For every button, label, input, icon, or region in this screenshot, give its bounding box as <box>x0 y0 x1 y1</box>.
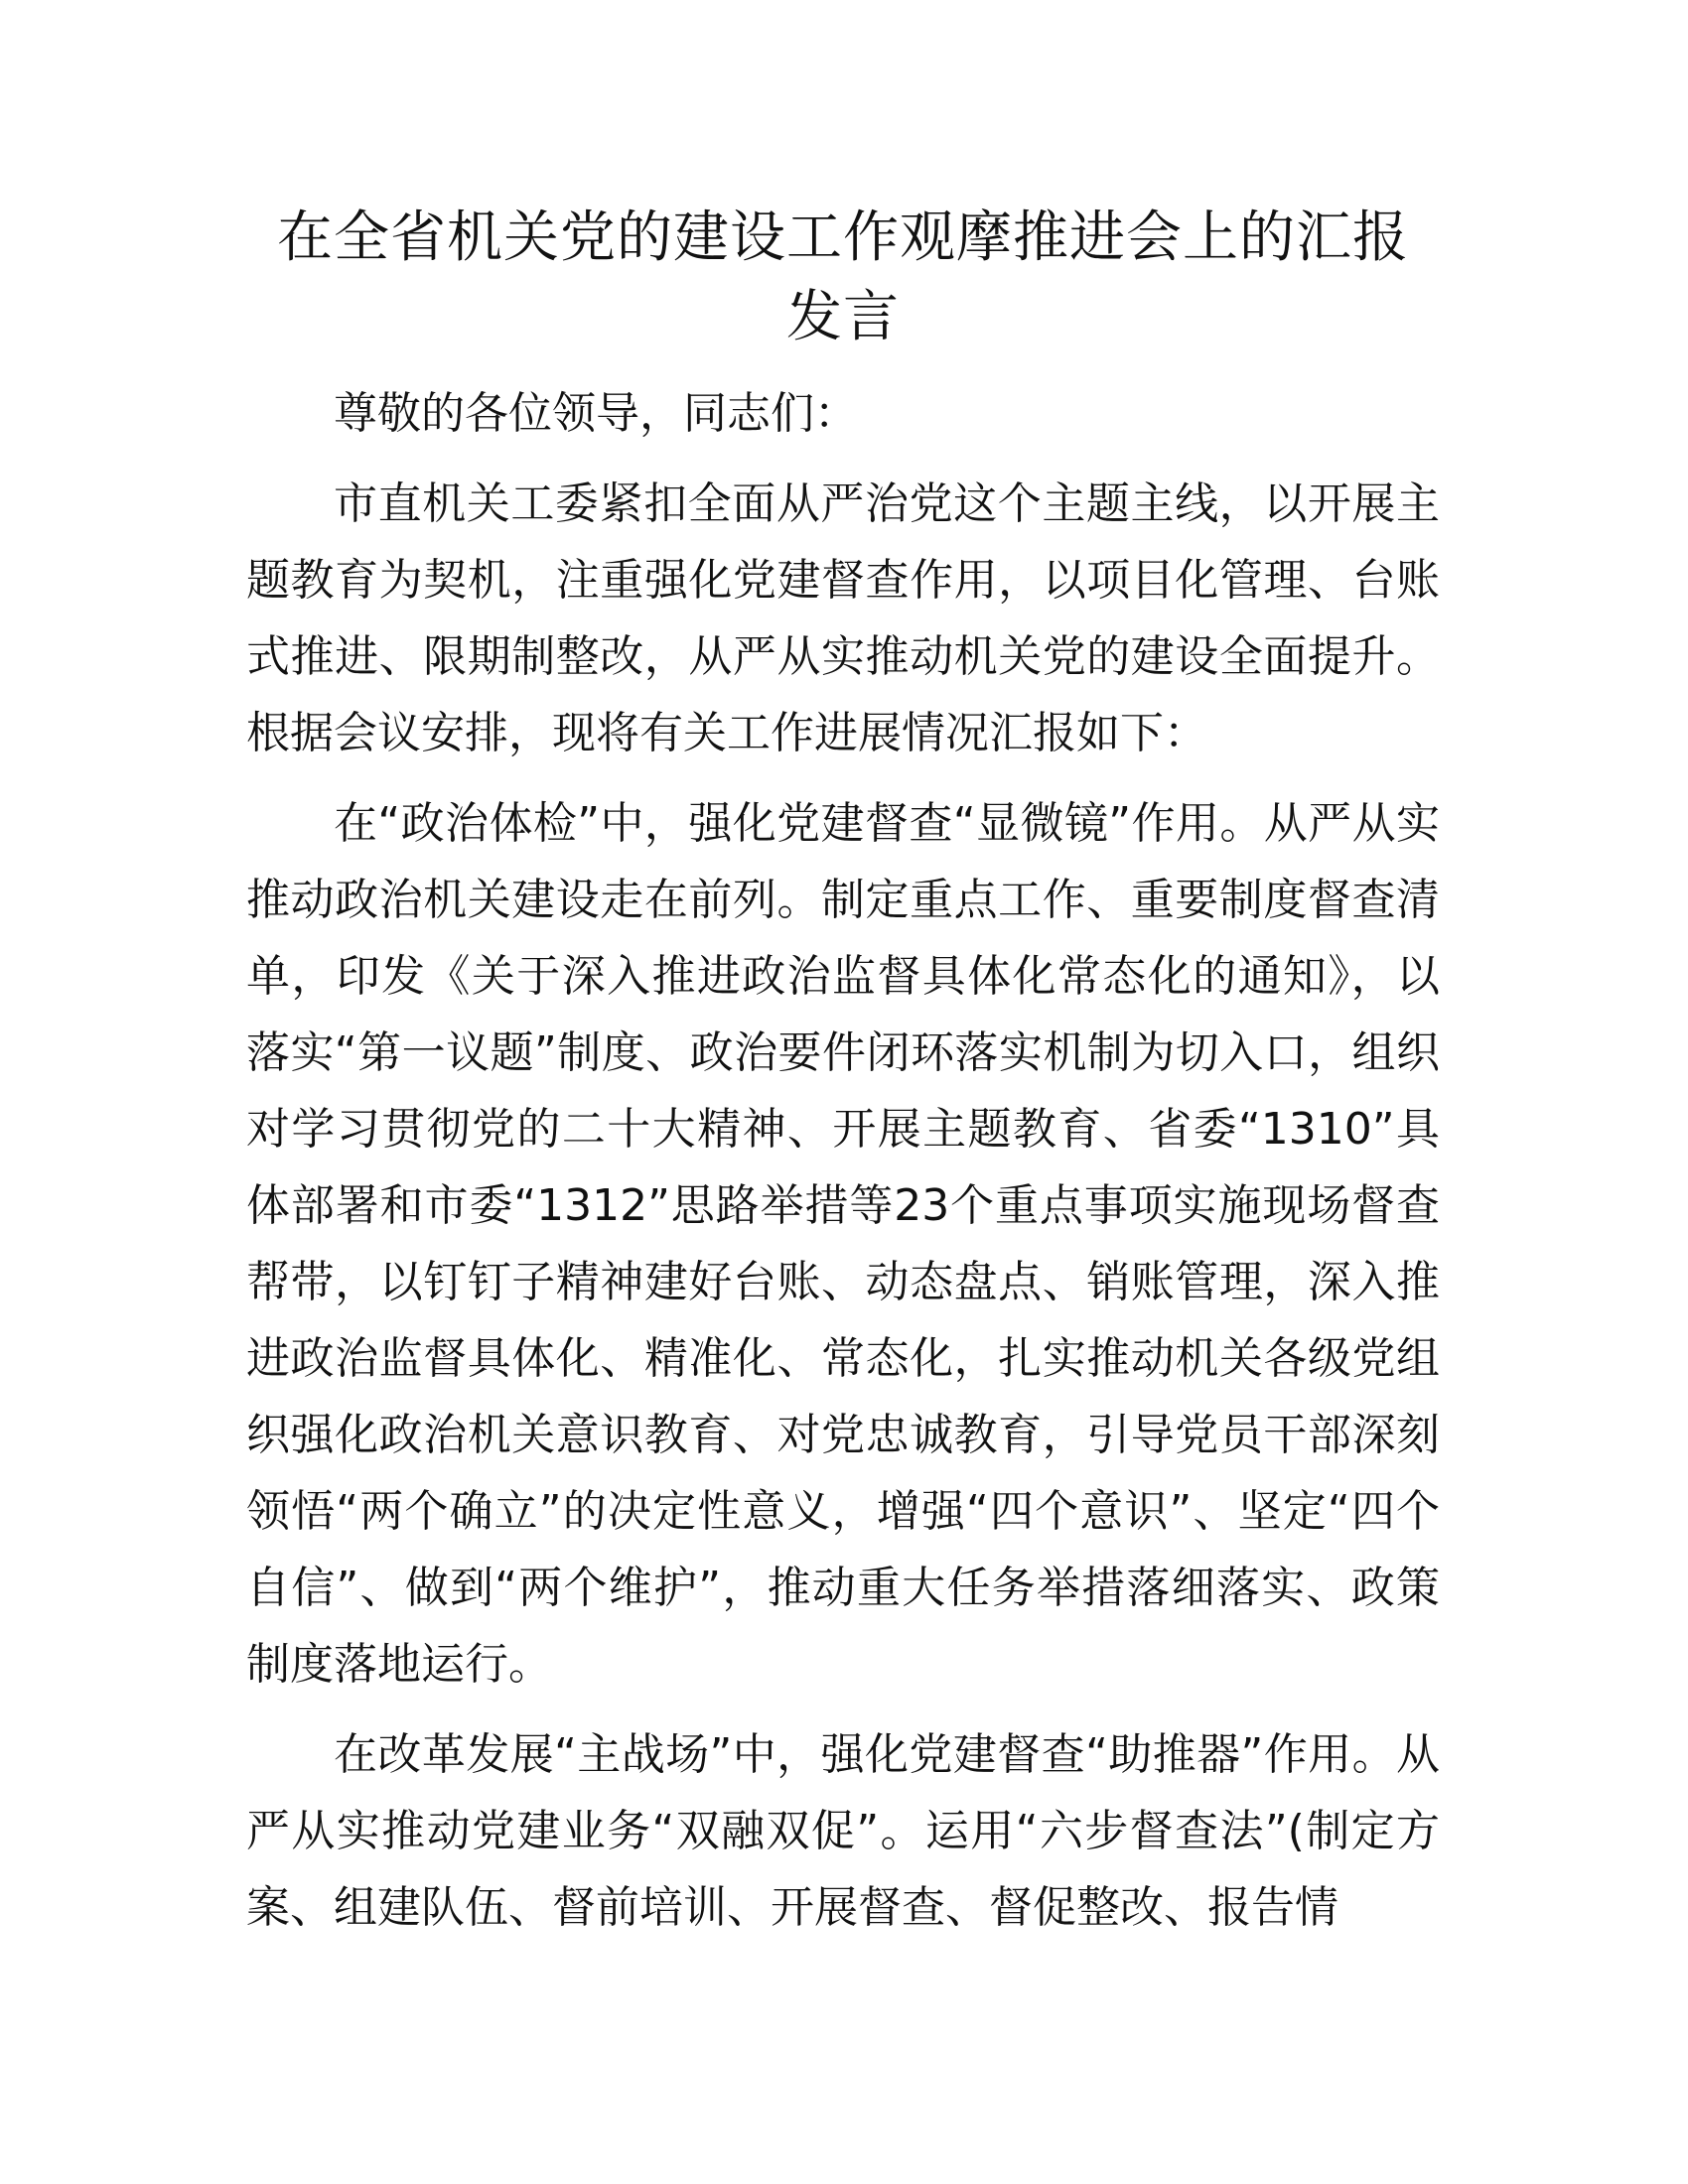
paragraph-intro: 市直机关工委紧扣全面从严治党这个主题主线，以开展主题教育为契机，注重强化党建督查作用，以项目化管理、台账式推进、限期制整改，从严从实推动机关党的建设全面提升。根据会议安排，现将有关工作进展情况汇报如下： <box>246 478 1440 758</box>
salutation: 尊敬的各位领导，同志们： <box>334 388 858 439</box>
paragraph-reform-development: 在改革发展“主战场”中，强化党建督查“助推器”作用。从严从实推动党建业务“双融双促”。运用“六步督查法”(制定方案、组建队伍、督前培训、开展督查、督促整改、报告情 <box>246 1729 1440 1933</box>
document-title <box>246 199 1440 357</box>
document-title-line-2: 发言 <box>786 285 900 349</box>
document-title-line-1: 在全省机关党的建设工作观摩推进会上的汇报 <box>277 205 1409 270</box>
document-body <box>246 199 1440 1946</box>
paragraph-political-check: 在“政治体检”中，强化党建督查“显微镜”作用。从严从实推动政治机关建设走在前列。制定重点工作、重要制度督查清单，印发《关于深入推进政治监督具体化常态化的通知》，以落实“第一议题”制度、政治要件闭环落实机制为切入口，组织对学习贯彻党的二十大精神、开展主题教育、省委“1310”具体部署和市委“1312”思路举措等23个重点事项实施现场督查帮带，以钉钉子精神建好台账、动态盘点、销账管理，深入推进政治监督具体化、精准化、常态化，扎实推动机关各级党组织强化政治机关意识教育、对党忠诚教育，引导党员干部深刻领悟“两个确立”的决定性意义，增强“四个意识”、坚定“四个自信”、做到“两个维护”，推动重大任务举措落细落实、政策制度落地运行。 <box>246 798 1440 1690</box>
